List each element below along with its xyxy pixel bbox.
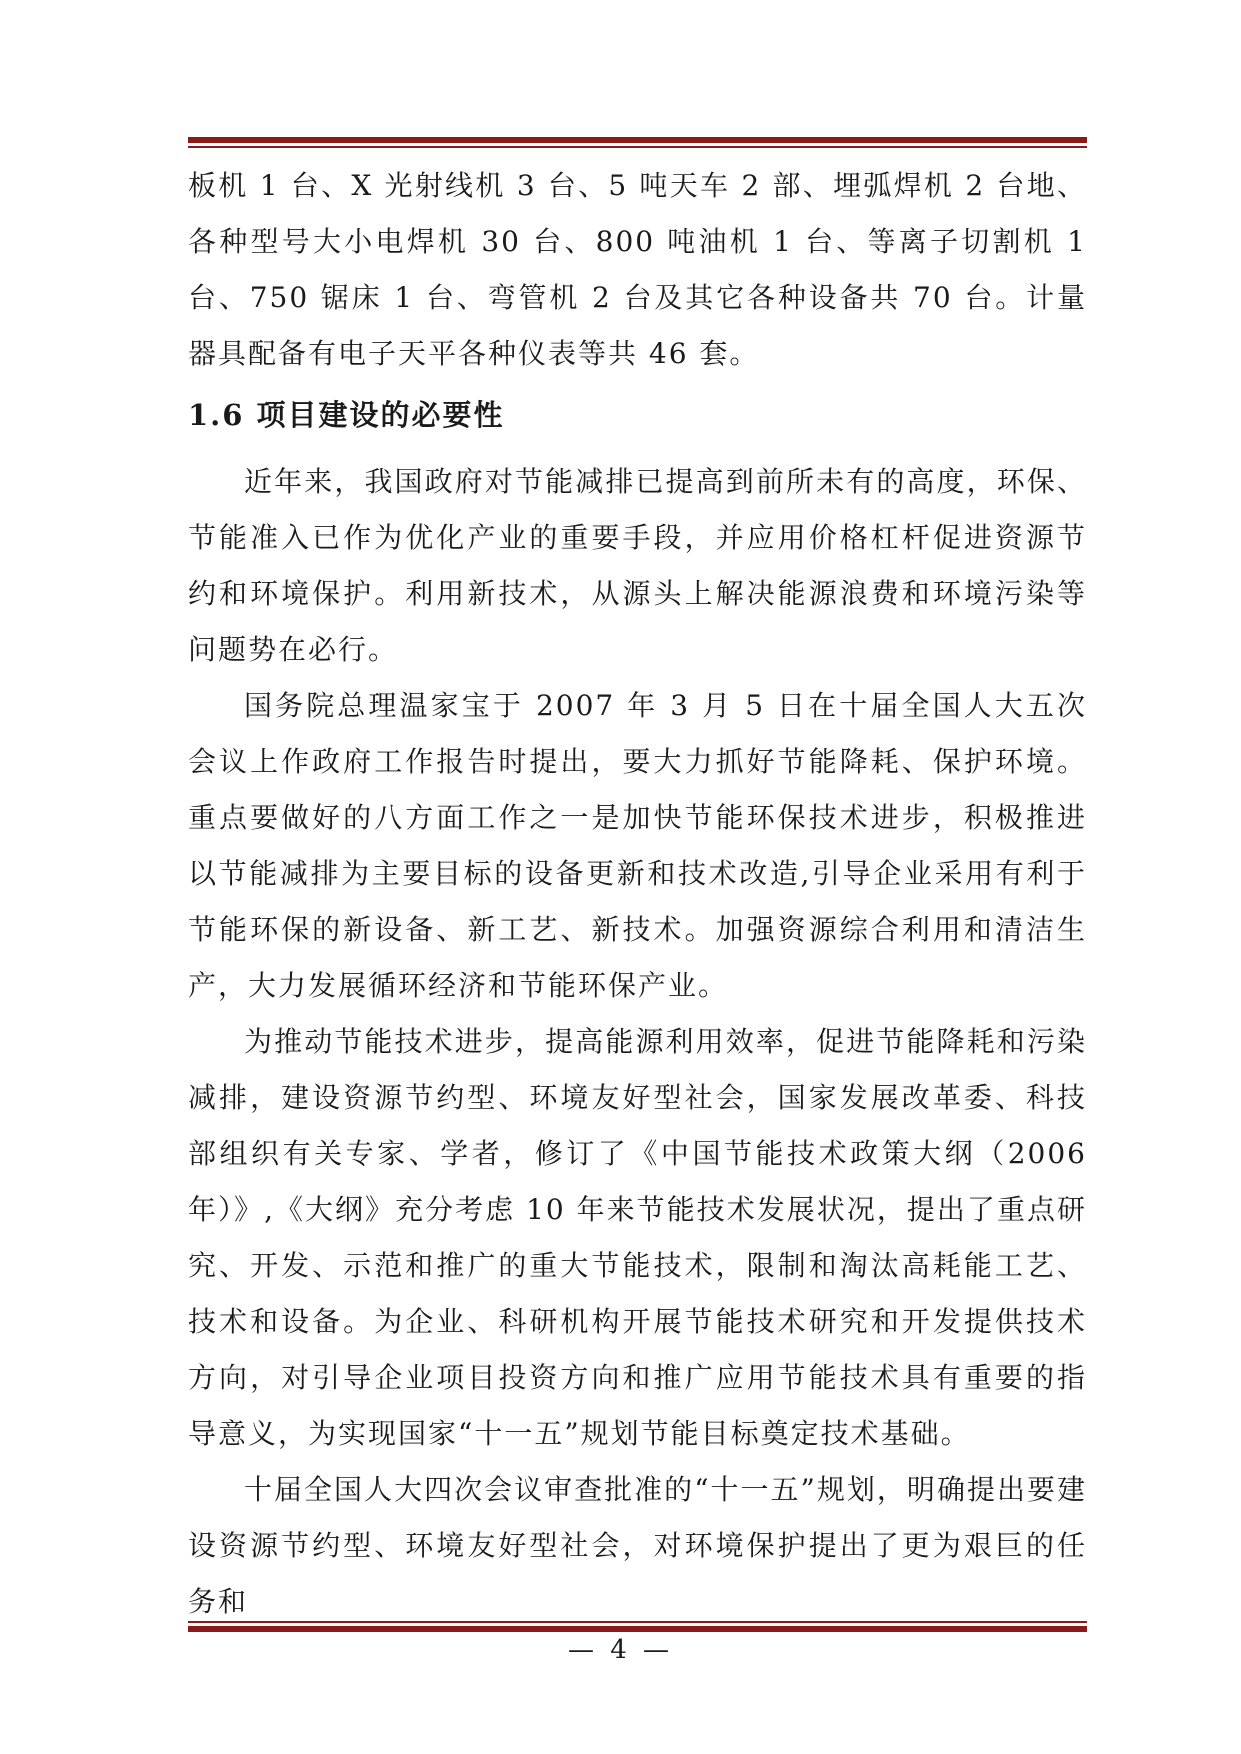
page-body	[188, 158, 1087, 1630]
page-number: — 4 —	[567, 1635, 674, 1665]
body-paragraph-4: 十届全国人大四次会议审查批准的“十一五”规划，明确提出要建设资源节约型、环境友好型社会，对环境保护提出了更为艰巨的任务和	[188, 1473, 1087, 1618]
header-rule	[188, 137, 1087, 148]
section-heading: 1.6 项目建设的必要性	[188, 398, 505, 432]
footer-rule	[188, 1621, 1087, 1632]
body-paragraph-2: 国务院总理温家宝于 2007 年 3 月 5 日在十届全国人大五次会议上作政府工作报告时提出，要大力抓好节能降耗、保护环境。重点要做好的八方面工作之一是加快节能环保技术进步，积极推进以节能减排为主要目标的设备更新和技术改造,引导企业采用有利于节能环保的新设备、新工艺、新技术。加强资源综合利用和清洁生产，大力发展循环经济和节能环保产业。	[188, 689, 1087, 1002]
continuation-paragraph: 板机 1 台、X 光射线机 3 台、5 吨天车 2 部、埋弧焊机 2 台地、各种型号大小电焊机 30 台、800 吨油机 1 台、等离子切割机 1 台、750 锯床 1 台、弯管机 2 台及其它各种设备共 70 台。计量器具配备有电子天平各种仪表等共 46 套。	[188, 169, 1087, 370]
body-paragraph-3: 为推动节能技术进步，提高能源利用效率，促进节能降耗和污染减排，建设资源节约型、环境友好型社会，国家发展改革委、科技部组织有关专家、学者，修订了《中国节能技术政策大纲（2006 年）》,《大纲》充分考虑 10 年来节能技术发展状况，提出了重点研究、开发、示范和推广的重大节能技术，限制和淘汰高耗能工艺、技术和设备。为企业、科研机构开展节能技术研究和开发提供技术方向，对引导企业项目投资方向和推广应用节能技术具有重要的指导意义，为实现国家“十一五”规划节能目标奠定技术基础。	[188, 1025, 1087, 1450]
body-paragraph-1: 近年来，我国政府对节能减排已提高到前所未有的高度，环保、节能准入已作为优化产业的重要手段，并应用价格杠杆促进资源节约和环境保护。利用新技术，从源头上解决能源浪费和环境污染等问题势在必行。	[188, 465, 1087, 666]
